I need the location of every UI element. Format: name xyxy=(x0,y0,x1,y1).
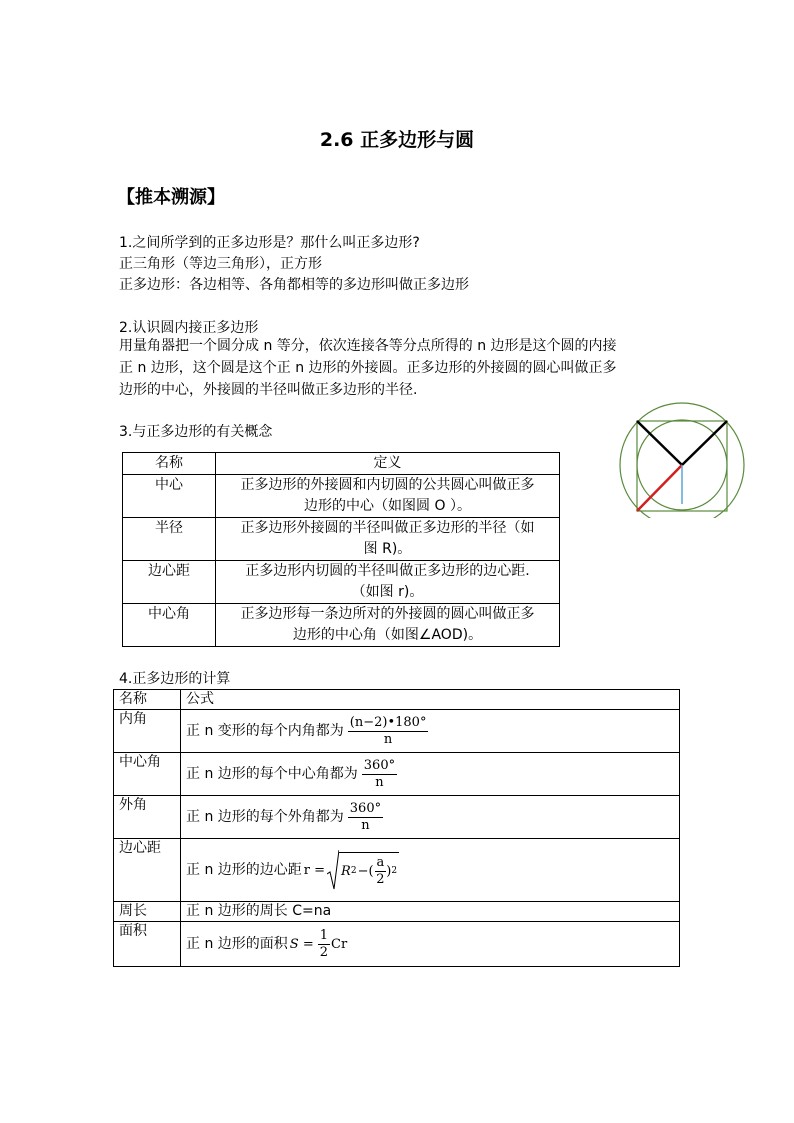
radicand xyxy=(339,852,399,888)
polygon-circle-diagram xyxy=(614,398,750,518)
fraction xyxy=(348,715,429,748)
table-row xyxy=(114,902,680,922)
concept-definition xyxy=(216,561,560,604)
header-formula: 公式 xyxy=(181,690,680,710)
numerator: 1 xyxy=(319,927,328,943)
table-row xyxy=(123,561,560,604)
part1-line2: 正多边形：各边相等、各角都相等的多边形叫做正多边形 xyxy=(119,277,469,293)
formula-text: 正 n 边形的边心距 xyxy=(186,861,302,878)
concept-table xyxy=(122,452,560,647)
section-heading: 【推本溯源】 xyxy=(117,187,225,208)
center-angle-line xyxy=(637,421,682,465)
denominator: n xyxy=(383,731,393,747)
minus-paren: −( xyxy=(357,864,374,879)
formula-text: 正 n 边形的面积 xyxy=(186,935,288,952)
definition-line: 正多边形外接圆的半径叫做正多边形的半径（如 xyxy=(240,520,535,536)
formula-name: 中心角 xyxy=(114,753,181,796)
formula-name: 内角 xyxy=(114,710,181,753)
definition-line: 边形的中心角（如图∠AOD)。 xyxy=(292,627,483,643)
denominator: n xyxy=(361,817,370,833)
part2-line2: 正 n 边形，这个圆是这个正 n 边形的外接圆。正多边形的外接圆的圆心叫做正多 xyxy=(119,360,617,376)
definition-line: （如图 r)。 xyxy=(351,584,424,600)
part4-heading: 4.正多边形的计算 xyxy=(119,671,231,687)
formula-cell: 正 n 边形的周长 C=na xyxy=(181,902,680,922)
formula-name: 面积 xyxy=(114,922,181,967)
center-angle-line xyxy=(682,421,727,465)
formula-table xyxy=(113,689,680,967)
page-title: 2.6 正多边形与圆 xyxy=(319,129,475,151)
fraction xyxy=(375,855,387,888)
S-symbol: S = xyxy=(289,936,314,952)
concept-definition xyxy=(216,475,560,518)
formula-name: 边心距 xyxy=(114,839,181,902)
definition-line: 边形的中心（如图圆 O ）。 xyxy=(304,498,471,514)
table-row xyxy=(114,839,680,902)
table-row xyxy=(123,604,560,647)
formula-text: 正 n 边形的每个中心角都为 xyxy=(186,765,358,782)
exponent: 2 xyxy=(350,866,357,876)
part2-heading: 2.认识圆内接正多边形 xyxy=(119,320,259,336)
part2-line1: 用量角器把一个圆分成 n 等分，依次连接各等分点所得的 n 边形是这个圆的内接 xyxy=(119,338,617,354)
formula-cell xyxy=(181,710,680,753)
part1-heading: 1.之间所学到的正多边形是？那什么叫正多边形? xyxy=(119,235,420,251)
numerator: (n−2)•180° xyxy=(349,714,427,730)
denominator: 2 xyxy=(376,872,385,887)
numerator: 360° xyxy=(349,800,382,816)
formula-lhs: r = xyxy=(303,862,326,878)
table-row xyxy=(123,518,560,561)
header-name: 名称 xyxy=(114,690,181,710)
Cr-symbol: Cr xyxy=(331,936,348,952)
formula-name: 周长 xyxy=(114,902,181,922)
table-row xyxy=(114,922,680,967)
fraction xyxy=(318,928,330,961)
concept-name: 中心角 xyxy=(123,604,216,647)
header-name: 名称 xyxy=(123,453,216,475)
concept-name: 边心距 xyxy=(123,561,216,604)
numerator: a xyxy=(376,855,385,870)
denominator: n xyxy=(375,774,384,790)
part1-line1: 正三角形（等边三角形），正方形 xyxy=(119,256,322,272)
definition-line: 正多边形内切圆的半径叫做正多边形的边心距. xyxy=(245,563,530,579)
part3-heading: 3.与正多边形的有关概念 xyxy=(119,424,273,440)
table-row xyxy=(114,796,680,839)
formula-cell xyxy=(181,922,680,967)
formula-text: 正 n 变形的每个内角都为 xyxy=(186,722,344,739)
radical-sign xyxy=(327,850,339,890)
concept-name: 半径 xyxy=(123,518,216,561)
definition-line: 图 R)。 xyxy=(363,541,412,557)
fraction xyxy=(362,758,397,791)
square-root xyxy=(327,850,399,890)
concept-definition xyxy=(216,518,560,561)
definition-line: 正多边形的外接圆和内切圆的公共圆心叫做正多 xyxy=(240,477,535,493)
fraction xyxy=(348,801,383,834)
formula-cell xyxy=(181,796,680,839)
definition-line: 正多边形每一条边所对的外接圆的圆心叫做正多 xyxy=(240,606,535,622)
exponent: 2 xyxy=(391,866,398,876)
formula-text: 正 n 边形的每个外角都为 xyxy=(186,808,344,825)
formula-name: 外角 xyxy=(114,796,181,839)
denominator: 2 xyxy=(319,944,328,960)
R-symbol: R xyxy=(341,864,351,879)
formula-cell xyxy=(181,753,680,796)
table-row xyxy=(123,475,560,518)
concept-name: 中心 xyxy=(123,475,216,518)
part2-line3: 边形的中心，外接圆的半径叫做正多边形的半径. xyxy=(119,382,418,398)
concept-definition xyxy=(216,604,560,647)
numerator: 360° xyxy=(363,757,396,773)
table-row xyxy=(114,753,680,796)
table-row xyxy=(114,710,680,753)
close-paren: ) xyxy=(386,864,392,879)
header-definition: 定义 xyxy=(216,453,560,475)
formula-cell xyxy=(181,839,680,902)
